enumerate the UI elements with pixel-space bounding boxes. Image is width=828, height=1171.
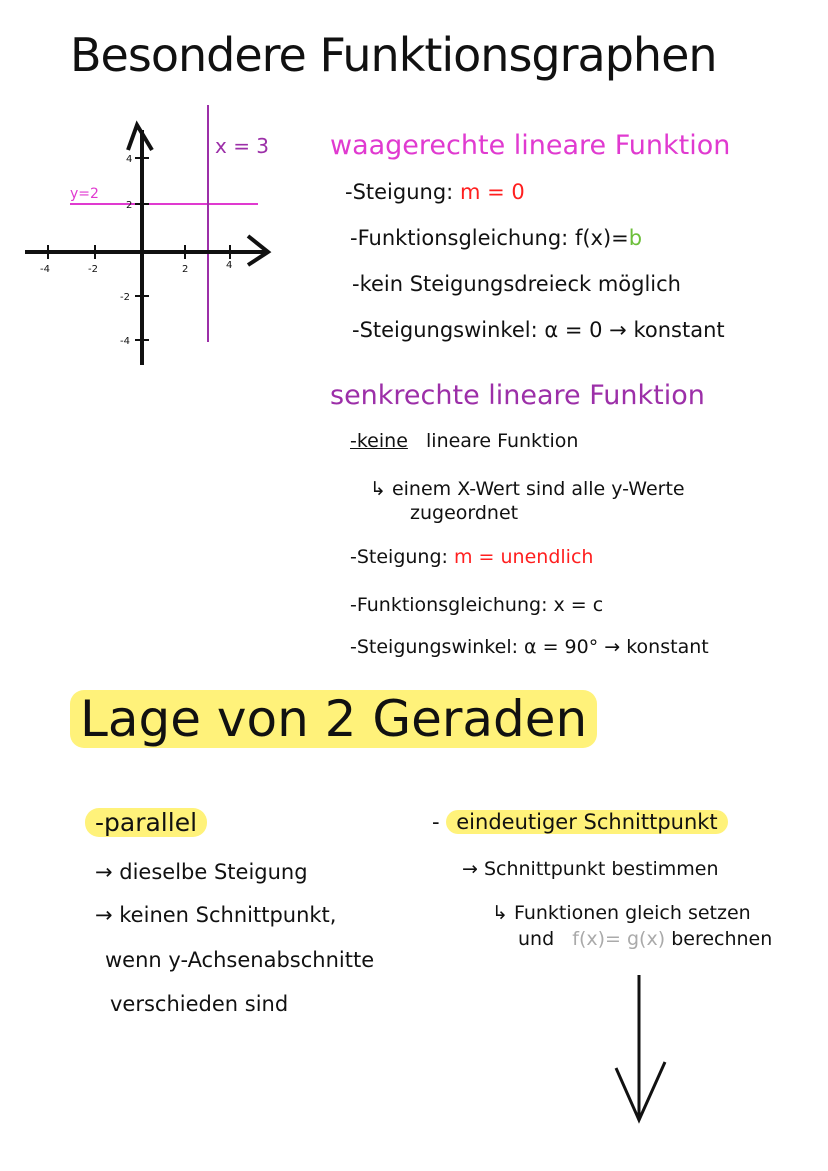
parallel-line-4: verschieden sind: [110, 992, 289, 1016]
keine-rest: lineare Funktion: [426, 430, 579, 452]
senkrecht-keine: [350, 430, 578, 452]
label: -Steigung:: [345, 180, 454, 204]
x-tick-label: 2: [182, 264, 189, 275]
formula: f(x)= g(x): [572, 928, 666, 950]
coordinate-graph: [0, 0, 300, 380]
heading-lage: [70, 690, 597, 748]
schnittpunkt-heading-text: eindeutiger Schnittpunkt: [446, 810, 727, 834]
und: und: [518, 928, 555, 950]
senkrecht-zuordnung-2: zugeordnet: [410, 502, 519, 524]
down-arrow-head-icon: [616, 1062, 665, 1120]
heading-lage-text: Lage von 2 Geraden: [70, 690, 597, 748]
y-tick-label: -2: [120, 292, 130, 303]
waagerecht-gleichung: [350, 226, 642, 250]
schnittpunkt-line-3: [518, 928, 772, 950]
dash: -: [432, 810, 440, 834]
steigung-value: m = 0: [459, 180, 525, 204]
senkrecht-winkel: -Steigungswinkel: α = 90° → konstant: [350, 636, 709, 658]
keine: -keine: [350, 430, 408, 452]
schnittpunkt-line-1: → Schnittpunkt bestimmen: [462, 858, 719, 880]
y-equals-2-label: y=2: [70, 186, 99, 202]
label: -Steigung:: [350, 546, 448, 568]
x-tick-label: 4: [226, 260, 233, 271]
berechnen: berechnen: [671, 928, 773, 950]
steigung-value: m = unendlich: [454, 546, 594, 568]
parallel-line-2: → keinen Schnittpunkt,: [95, 903, 337, 927]
parallel-line-3: wenn y-Achsenabschnitte: [105, 948, 375, 972]
schnittpunkt-heading: [432, 810, 728, 834]
parallel-line-1: → dieselbe Steigung: [95, 860, 308, 884]
gleichung-value: b: [628, 226, 643, 250]
x-tick-label: -2: [88, 264, 98, 275]
y-tick-label: -4: [120, 336, 130, 347]
schnittpunkt-line-2: ↳ Funktionen gleich setzen: [492, 902, 751, 924]
y-tick-label: 2: [126, 200, 133, 211]
heading-senkrechte: senkrechte lineare Funktion: [330, 380, 705, 411]
gleichung-prefix: f(x)=: [574, 226, 629, 250]
parallel-heading: [85, 808, 207, 837]
page-title: Besondere Funktionsgraphen: [70, 28, 717, 82]
parallel-heading-text: -parallel: [85, 808, 207, 837]
waagerecht-steigung: [345, 180, 525, 204]
senkrecht-gleichung: -Funktionsgleichung: x = c: [350, 594, 604, 616]
waagerecht-dreieck: -kein Steigungsdreieck möglich: [352, 272, 681, 296]
waagerecht-winkel: -Steigungswinkel: α = 0 → konstant: [352, 318, 725, 342]
y-tick-label: 4: [126, 154, 133, 165]
x-equals-3-label: x = 3: [215, 134, 270, 158]
senkrecht-zuordnung-1: ↳ einem X-Wert sind alle y-Werte: [370, 478, 685, 500]
label: -Funktionsgleichung:: [350, 226, 569, 250]
senkrecht-steigung: [350, 546, 593, 568]
x-tick-label: -4: [40, 264, 50, 275]
heading-waagerechte: waagerechte lineare Funktion: [330, 130, 731, 161]
